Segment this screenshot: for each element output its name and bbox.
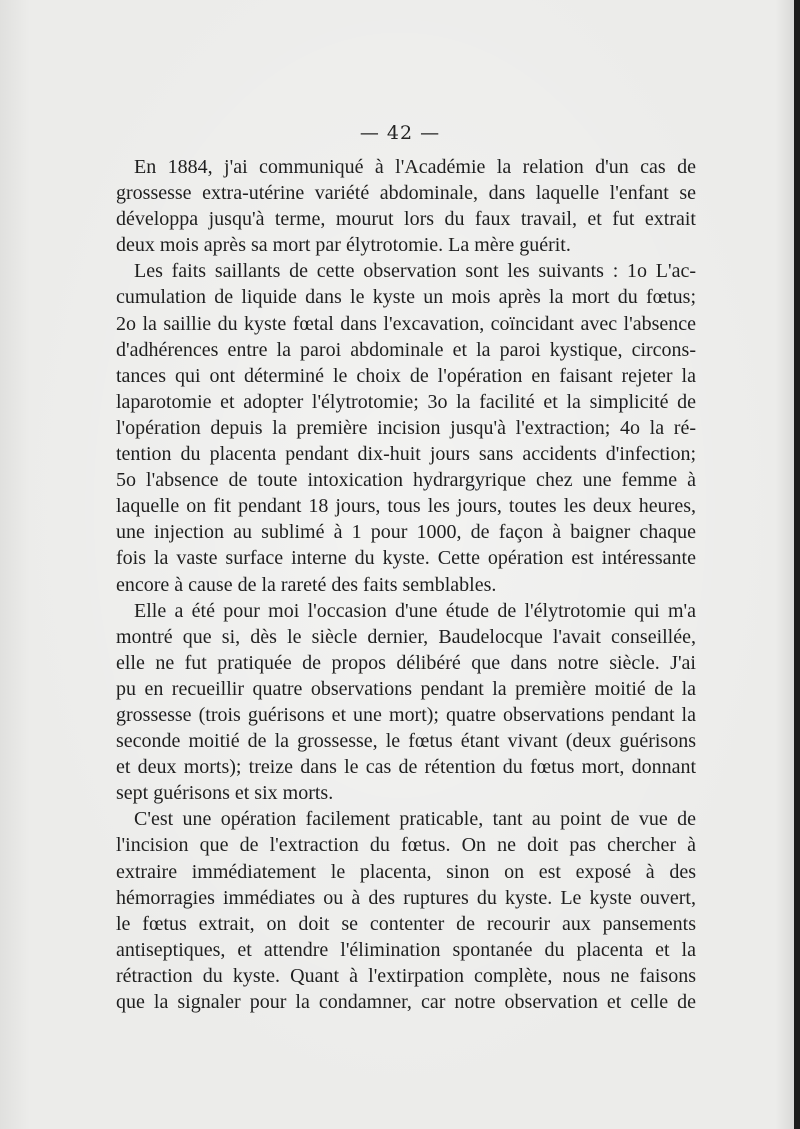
text-line: développa jusqu'à terme, mourut lors du faux travail, et fut extrait: [116, 208, 696, 231]
text-line: et deux morts); treize dans le cas de rétention du fœtus mort, donnant: [116, 756, 696, 779]
text-line: extraire immédiatement le placenta, sinon on est exposé à des: [116, 860, 696, 883]
text-line: pu en recueillir quatre observations pendant la première moitié de la: [116, 677, 696, 700]
text-line: seconde moitié de la grossesse, le fœtus étant vivant (deux guérisons: [116, 730, 696, 753]
text-line: En 1884, j'ai communiqué à l'Académie la relation d'un cas de: [134, 156, 696, 178]
text-line: laquelle on fit pendant 18 jours, tous les jours, toutes les deux heures,: [116, 495, 696, 518]
text-line: d'adhérences entre la paroi abdominale et la paroi kystique, circons-: [116, 338, 696, 361]
text-line: rétraction du kyste. Quant à l'extirpation complète, nous ne faisons: [116, 964, 696, 987]
text-line: fois la vaste surface interne du kyste. Cette opération est intéressante: [116, 547, 696, 570]
page-number: — 42 —: [359, 122, 441, 144]
text-line: l'opération depuis la première incision jusqu'à l'extraction; 4o la ré-: [116, 416, 696, 439]
body-text: [116, 154, 696, 1015]
text-line: sept guérisons et six morts.: [116, 782, 334, 805]
text-line: que la signaler pour la condamner, car notre observation et celle de: [116, 991, 696, 1013]
text-line: encore à cause de la rareté des faits semblables.: [116, 573, 497, 596]
text-line: Elle a été pour moi l'occasion d'une étude de l'élytrotomie qui m'a: [134, 599, 696, 622]
text-line: tention du placenta pendant dix-huit jours sans accidents d'infection;: [116, 443, 696, 466]
text-line: 2o la saillie du kyste fœtal dans l'excavation, coïncidant avec l'absence: [116, 312, 696, 335]
text-line: grossesse (trois guérisons et une mort); quatre observations pendant la: [116, 703, 696, 726]
text-line: elle ne fut pratiquée de propos délibéré que dans notre siècle. J'ai: [116, 651, 696, 674]
text-line: hémorragies immédiates ou à des ruptures du kyste. Le kyste ouvert,: [116, 886, 696, 909]
text-line: le fœtus extrait, on doit se contenter de recourir aux pansements: [116, 912, 696, 935]
text-line: deux mois après sa mort par élytrotomie. La mère guérit.: [116, 234, 571, 257]
text-line: 5o l'absence de toute intoxication hydrargyrique chez une femme à: [116, 469, 696, 492]
text-line: laparotomie et adopter l'élytrotomie; 3o la facilité et la simplicité de: [116, 390, 696, 413]
text-line: cumulation de liquide dans le kyste un mois après la mort du fœtus;: [116, 286, 696, 309]
text-line: antiseptiques, et attendre l'élimination spontanée du placenta et la: [116, 938, 696, 961]
page-edge-shadow: [794, 0, 800, 1129]
text-line: une injection au sublimé à 1 pour 1000, de façon à baigner chaque: [116, 521, 696, 544]
text-line: montré que si, dès le siècle dernier, Baudelocque l'avait conseillée,: [116, 625, 696, 648]
text-line: Les faits saillants de cette observation sont les suivants : 1o L'ac-: [134, 260, 696, 283]
text-line: tances qui ont déterminé le choix de l'opération en faisant rejeter la: [116, 364, 696, 387]
text-line: grossesse extra-utérine variété abdominale, dans laquelle l'enfant se: [116, 182, 696, 205]
text-line: C'est une opération facilement praticable, tant au point de vue de: [134, 808, 696, 831]
text-line: l'incision que de l'extraction du fœtus. On ne doit pas chercher à: [116, 834, 696, 857]
